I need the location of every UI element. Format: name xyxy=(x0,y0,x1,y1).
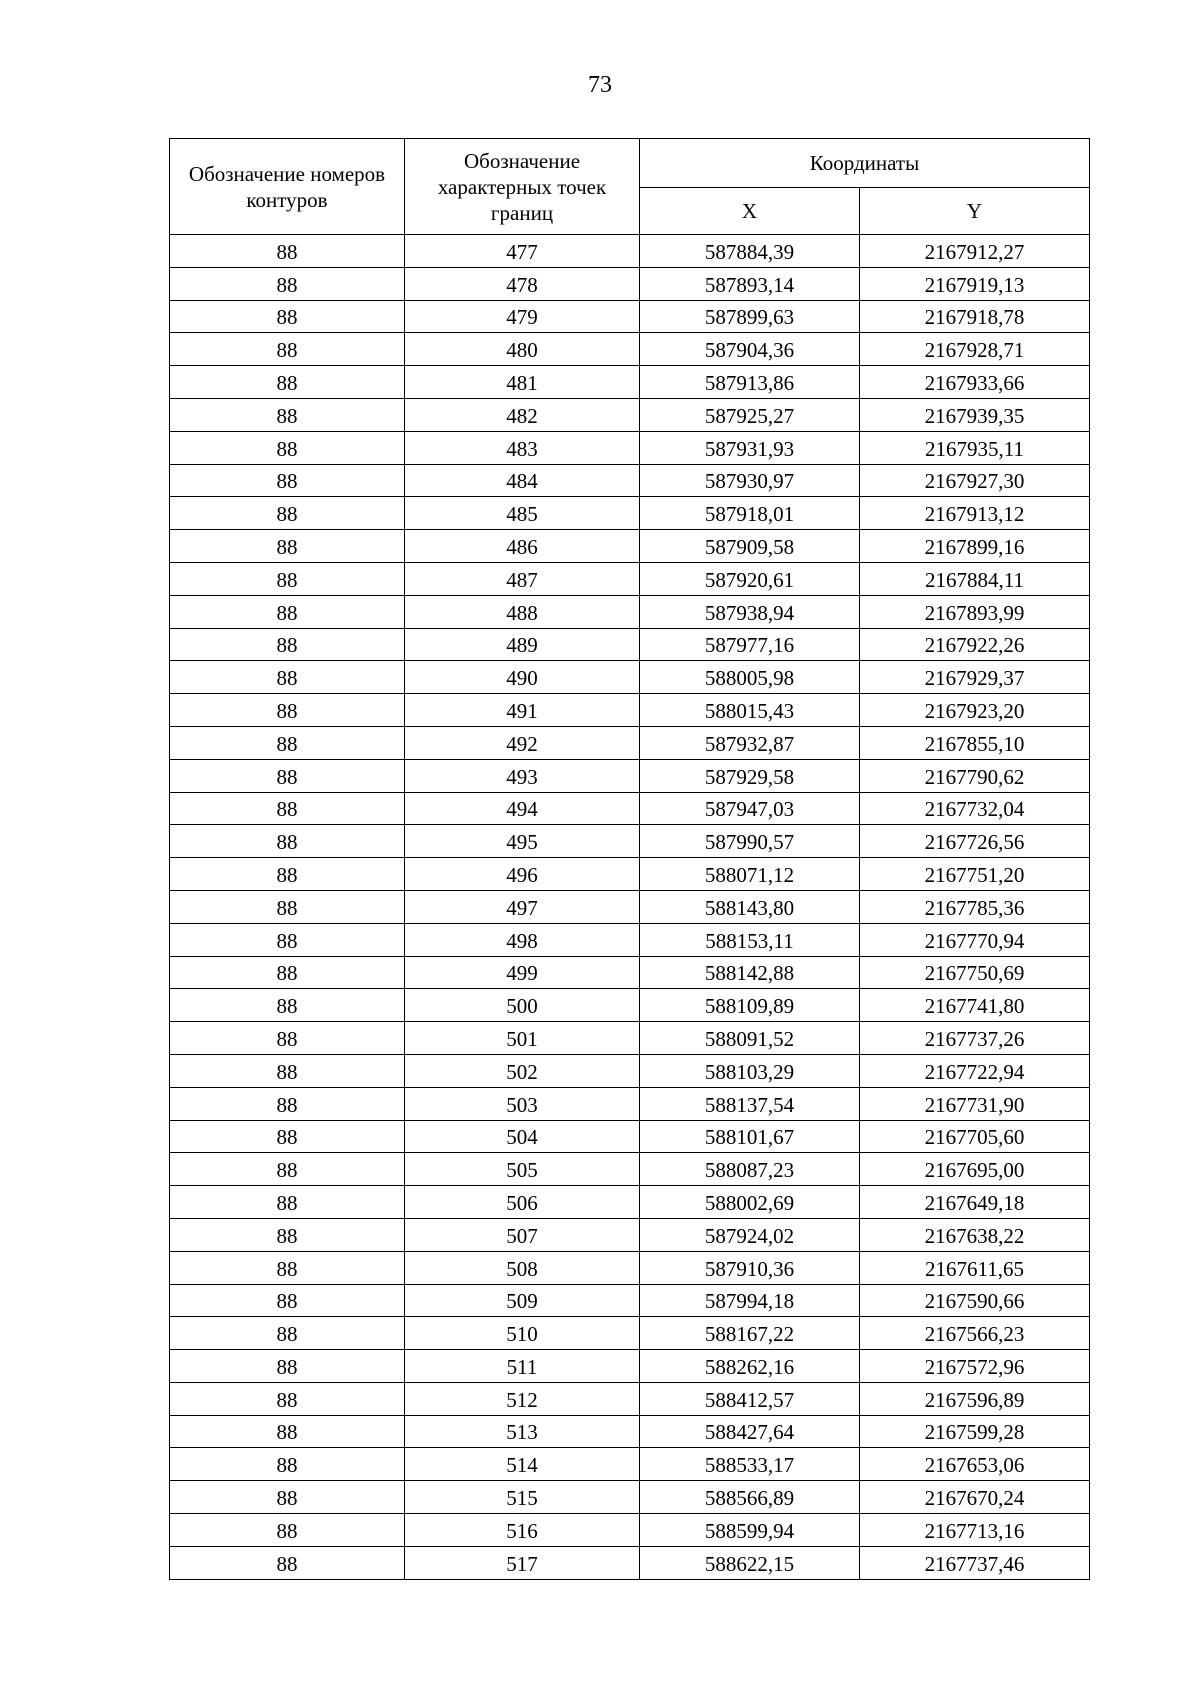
cell-y: 2167611,65 xyxy=(860,1251,1090,1284)
table-row xyxy=(170,300,1090,333)
cell-point: 498 xyxy=(405,923,640,956)
cell-point: 517 xyxy=(405,1546,640,1579)
cell-y: 2167919,13 xyxy=(860,267,1090,300)
table-row xyxy=(170,1120,1090,1153)
cell-x: 588015,43 xyxy=(640,694,860,727)
table-row xyxy=(170,333,1090,366)
cell-x: 588071,12 xyxy=(640,858,860,891)
page-number: 73 xyxy=(588,72,612,98)
cell-point: 494 xyxy=(405,792,640,825)
cell-x: 588533,17 xyxy=(640,1448,860,1481)
cell-point: 479 xyxy=(405,300,640,333)
cell-point: 482 xyxy=(405,398,640,431)
cell-contour: 88 xyxy=(170,890,405,923)
header-contour: Обозначение номеров контуров xyxy=(170,139,405,235)
cell-point: 478 xyxy=(405,267,640,300)
table-row xyxy=(170,562,1090,595)
cell-y: 2167927,30 xyxy=(860,464,1090,497)
table-row xyxy=(170,595,1090,628)
cell-contour: 88 xyxy=(170,1284,405,1317)
table-row xyxy=(170,825,1090,858)
cell-x: 587904,36 xyxy=(640,333,860,366)
table-row xyxy=(170,1251,1090,1284)
table-row xyxy=(170,858,1090,891)
cell-point: 508 xyxy=(405,1251,640,1284)
cell-y: 2167713,16 xyxy=(860,1514,1090,1547)
cell-contour: 88 xyxy=(170,694,405,727)
cell-y: 2167785,36 xyxy=(860,890,1090,923)
cell-y: 2167705,60 xyxy=(860,1120,1090,1153)
table-header xyxy=(170,139,1090,235)
table-row xyxy=(170,694,1090,727)
cell-y: 2167912,27 xyxy=(860,235,1090,268)
cell-point: 484 xyxy=(405,464,640,497)
cell-contour: 88 xyxy=(170,366,405,399)
table-row xyxy=(170,956,1090,989)
cell-y: 2167750,69 xyxy=(860,956,1090,989)
cell-contour: 88 xyxy=(170,858,405,891)
cell-x: 587918,01 xyxy=(640,497,860,530)
cell-contour: 88 xyxy=(170,989,405,1022)
table-row xyxy=(170,1087,1090,1120)
cell-x: 587920,61 xyxy=(640,562,860,595)
cell-x: 588143,80 xyxy=(640,890,860,923)
header-x: X xyxy=(640,188,860,235)
cell-contour: 88 xyxy=(170,1514,405,1547)
cell-point: 500 xyxy=(405,989,640,1022)
cell-contour: 88 xyxy=(170,628,405,661)
cell-contour: 88 xyxy=(170,1251,405,1284)
cell-x: 588412,57 xyxy=(640,1382,860,1415)
table-row xyxy=(170,1054,1090,1087)
cell-contour: 88 xyxy=(170,661,405,694)
cell-x: 588167,22 xyxy=(640,1317,860,1350)
cell-y: 2167638,22 xyxy=(860,1218,1090,1251)
cell-contour: 88 xyxy=(170,923,405,956)
cell-point: 480 xyxy=(405,333,640,366)
table-row xyxy=(170,1186,1090,1219)
cell-x: 587930,97 xyxy=(640,464,860,497)
cell-y: 2167741,80 xyxy=(860,989,1090,1022)
cell-x: 588566,89 xyxy=(640,1481,860,1514)
table-row xyxy=(170,497,1090,530)
cell-y: 2167913,12 xyxy=(860,497,1090,530)
cell-x: 587909,58 xyxy=(640,530,860,563)
cell-contour: 88 xyxy=(170,1317,405,1350)
cell-y: 2167566,23 xyxy=(860,1317,1090,1350)
table-row xyxy=(170,530,1090,563)
cell-y: 2167893,99 xyxy=(860,595,1090,628)
table-row xyxy=(170,792,1090,825)
cell-point: 477 xyxy=(405,235,640,268)
cell-contour: 88 xyxy=(170,1382,405,1415)
table-row xyxy=(170,398,1090,431)
cell-contour: 88 xyxy=(170,300,405,333)
cell-x: 588005,98 xyxy=(640,661,860,694)
cell-y: 2167726,56 xyxy=(860,825,1090,858)
cell-contour: 88 xyxy=(170,530,405,563)
cell-y: 2167599,28 xyxy=(860,1415,1090,1448)
cell-x: 588622,15 xyxy=(640,1546,860,1579)
cell-y: 2167722,94 xyxy=(860,1054,1090,1087)
cell-contour: 88 xyxy=(170,1120,405,1153)
table-row xyxy=(170,1448,1090,1481)
cell-x: 588599,94 xyxy=(640,1514,860,1547)
cell-y: 2167653,06 xyxy=(860,1448,1090,1481)
cell-contour: 88 xyxy=(170,1186,405,1219)
table-body xyxy=(170,235,1090,1580)
cell-contour: 88 xyxy=(170,1350,405,1383)
cell-contour: 88 xyxy=(170,1448,405,1481)
cell-x: 588153,11 xyxy=(640,923,860,956)
cell-x: 587929,58 xyxy=(640,759,860,792)
table-row xyxy=(170,661,1090,694)
table-row xyxy=(170,267,1090,300)
cell-x: 587938,94 xyxy=(640,595,860,628)
cell-x: 588103,29 xyxy=(640,1054,860,1087)
cell-contour: 88 xyxy=(170,825,405,858)
cell-contour: 88 xyxy=(170,595,405,628)
cell-x: 587925,27 xyxy=(640,398,860,431)
cell-x: 587990,57 xyxy=(640,825,860,858)
table-row xyxy=(170,628,1090,661)
coordinates-table xyxy=(169,138,1090,1580)
cell-x: 588101,67 xyxy=(640,1120,860,1153)
cell-y: 2167649,18 xyxy=(860,1186,1090,1219)
cell-x: 588091,52 xyxy=(640,1022,860,1055)
cell-point: 507 xyxy=(405,1218,640,1251)
cell-point: 506 xyxy=(405,1186,640,1219)
cell-x: 587893,14 xyxy=(640,267,860,300)
cell-point: 512 xyxy=(405,1382,640,1415)
cell-contour: 88 xyxy=(170,562,405,595)
cell-contour: 88 xyxy=(170,235,405,268)
table-row xyxy=(170,1481,1090,1514)
table-row xyxy=(170,464,1090,497)
cell-point: 509 xyxy=(405,1284,640,1317)
cell-y: 2167933,66 xyxy=(860,366,1090,399)
cell-y: 2167737,46 xyxy=(860,1546,1090,1579)
cell-x: 587924,02 xyxy=(640,1218,860,1251)
cell-y: 2167770,94 xyxy=(860,923,1090,956)
cell-contour: 88 xyxy=(170,956,405,989)
cell-x: 587994,18 xyxy=(640,1284,860,1317)
cell-point: 485 xyxy=(405,497,640,530)
cell-y: 2167731,90 xyxy=(860,1087,1090,1120)
header-coordinates: Координаты xyxy=(640,139,1090,188)
table-row xyxy=(170,1317,1090,1350)
table-row xyxy=(170,923,1090,956)
cell-contour: 88 xyxy=(170,1218,405,1251)
cell-y: 2167939,35 xyxy=(860,398,1090,431)
cell-contour: 88 xyxy=(170,1054,405,1087)
table-row xyxy=(170,1284,1090,1317)
cell-point: 487 xyxy=(405,562,640,595)
cell-contour: 88 xyxy=(170,1022,405,1055)
table-row xyxy=(170,366,1090,399)
header-y: Y xyxy=(860,188,1090,235)
cell-contour: 88 xyxy=(170,497,405,530)
cell-point: 502 xyxy=(405,1054,640,1087)
cell-y: 2167596,89 xyxy=(860,1382,1090,1415)
cell-y: 2167695,00 xyxy=(860,1153,1090,1186)
cell-contour: 88 xyxy=(170,431,405,464)
cell-point: 504 xyxy=(405,1120,640,1153)
cell-y: 2167929,37 xyxy=(860,661,1090,694)
cell-x: 588142,88 xyxy=(640,956,860,989)
cell-x: 587931,93 xyxy=(640,431,860,464)
table-row xyxy=(170,1514,1090,1547)
cell-x: 588087,23 xyxy=(640,1153,860,1186)
cell-y: 2167751,20 xyxy=(860,858,1090,891)
cell-x: 587884,39 xyxy=(640,235,860,268)
cell-point: 493 xyxy=(405,759,640,792)
cell-y: 2167899,16 xyxy=(860,530,1090,563)
table-row xyxy=(170,1022,1090,1055)
table-row xyxy=(170,1350,1090,1383)
cell-x: 587899,63 xyxy=(640,300,860,333)
cell-point: 492 xyxy=(405,726,640,759)
cell-x: 588262,16 xyxy=(640,1350,860,1383)
cell-point: 514 xyxy=(405,1448,640,1481)
cell-y: 2167855,10 xyxy=(860,726,1090,759)
cell-point: 511 xyxy=(405,1350,640,1383)
cell-contour: 88 xyxy=(170,333,405,366)
cell-point: 505 xyxy=(405,1153,640,1186)
cell-contour: 88 xyxy=(170,464,405,497)
cell-contour: 88 xyxy=(170,759,405,792)
cell-x: 587913,86 xyxy=(640,366,860,399)
cell-y: 2167935,11 xyxy=(860,431,1090,464)
cell-contour: 88 xyxy=(170,398,405,431)
cell-y: 2167737,26 xyxy=(860,1022,1090,1055)
cell-x: 588002,69 xyxy=(640,1186,860,1219)
cell-y: 2167590,66 xyxy=(860,1284,1090,1317)
cell-x: 588137,54 xyxy=(640,1087,860,1120)
cell-y: 2167732,04 xyxy=(860,792,1090,825)
cell-x: 588427,64 xyxy=(640,1415,860,1448)
cell-point: 510 xyxy=(405,1317,640,1350)
cell-x: 587947,03 xyxy=(640,792,860,825)
cell-contour: 88 xyxy=(170,1481,405,1514)
table-row xyxy=(170,1153,1090,1186)
cell-y: 2167923,20 xyxy=(860,694,1090,727)
table-row xyxy=(170,1218,1090,1251)
cell-point: 499 xyxy=(405,956,640,989)
cell-y: 2167572,96 xyxy=(860,1350,1090,1383)
table-row xyxy=(170,989,1090,1022)
cell-point: 513 xyxy=(405,1415,640,1448)
cell-point: 516 xyxy=(405,1514,640,1547)
cell-y: 2167928,71 xyxy=(860,333,1090,366)
cell-point: 481 xyxy=(405,366,640,399)
cell-x: 587910,36 xyxy=(640,1251,860,1284)
cell-point: 501 xyxy=(405,1022,640,1055)
cell-y: 2167918,78 xyxy=(860,300,1090,333)
table-row xyxy=(170,1415,1090,1448)
cell-point: 488 xyxy=(405,595,640,628)
table-row xyxy=(170,1546,1090,1579)
cell-point: 496 xyxy=(405,858,640,891)
cell-y: 2167884,11 xyxy=(860,562,1090,595)
cell-x: 587932,87 xyxy=(640,726,860,759)
cell-contour: 88 xyxy=(170,726,405,759)
cell-contour: 88 xyxy=(170,1546,405,1579)
cell-y: 2167790,62 xyxy=(860,759,1090,792)
cell-point: 515 xyxy=(405,1481,640,1514)
table-row xyxy=(170,726,1090,759)
cell-contour: 88 xyxy=(170,1087,405,1120)
cell-point: 486 xyxy=(405,530,640,563)
cell-y: 2167922,26 xyxy=(860,628,1090,661)
cell-point: 503 xyxy=(405,1087,640,1120)
table-row xyxy=(170,431,1090,464)
table-row xyxy=(170,890,1090,923)
table-row xyxy=(170,759,1090,792)
cell-point: 497 xyxy=(405,890,640,923)
cell-contour: 88 xyxy=(170,267,405,300)
cell-point: 490 xyxy=(405,661,640,694)
cell-point: 483 xyxy=(405,431,640,464)
table-row xyxy=(170,235,1090,268)
cell-x: 588109,89 xyxy=(640,989,860,1022)
cell-contour: 88 xyxy=(170,1153,405,1186)
cell-x: 587977,16 xyxy=(640,628,860,661)
cell-point: 495 xyxy=(405,825,640,858)
header-point: Обозначение характерных точек границ xyxy=(405,139,640,235)
cell-contour: 88 xyxy=(170,1415,405,1448)
cell-y: 2167670,24 xyxy=(860,1481,1090,1514)
cell-contour: 88 xyxy=(170,792,405,825)
table-row xyxy=(170,1382,1090,1415)
cell-point: 491 xyxy=(405,694,640,727)
cell-point: 489 xyxy=(405,628,640,661)
